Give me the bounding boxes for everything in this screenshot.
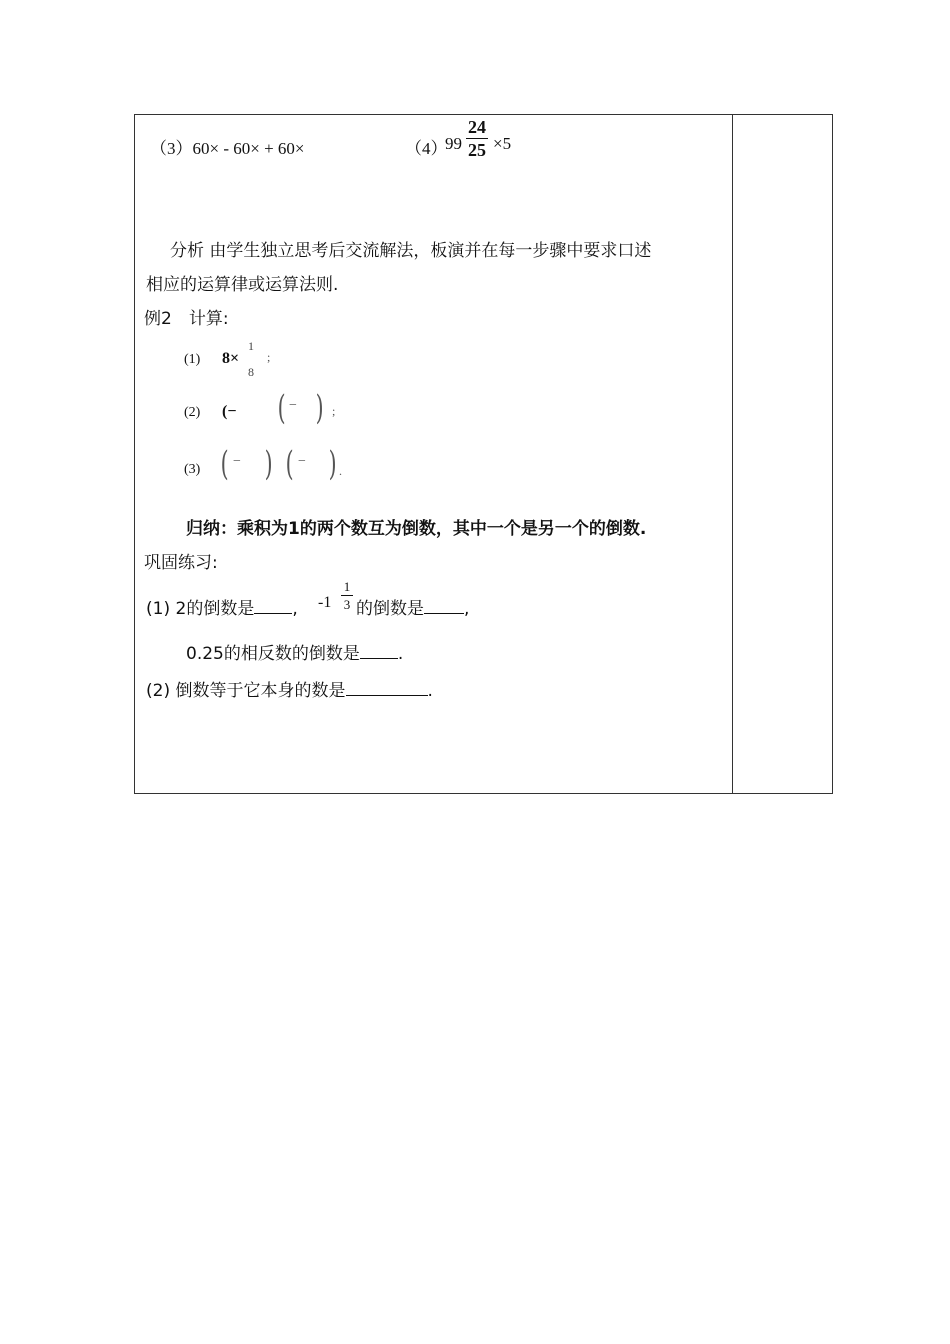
- summary-statement: 归纳：乘积为1的两个数互为倒数，其中一个是另一个的倒数.: [186, 519, 647, 539]
- practice-q1-part-b-line: [356, 594, 469, 619]
- practice-q2-text: 倒数等于它本身的数是: [175, 681, 346, 701]
- example-2-item-3-end: .: [339, 464, 342, 478]
- fraction-numerator: 24: [468, 117, 486, 137]
- example-2-item-2-label: (2): [184, 405, 201, 420]
- problem-4-whole: 99: [445, 134, 462, 153]
- practice-q1-part-b: 的倒数是: [356, 599, 424, 619]
- problem-3: [150, 134, 305, 159]
- fraction-denominator: 25: [468, 140, 486, 160]
- example-2-item-2-end: ;: [332, 404, 336, 418]
- practice-q2-label: (2): [146, 681, 171, 701]
- right-paren: ): [264, 444, 273, 484]
- problem-4-fraction: [466, 118, 488, 159]
- fraction-numerator: 1: [248, 339, 254, 353]
- fraction-numerator: 1: [343, 579, 351, 594]
- answer-blank[interactable]: [360, 644, 398, 659]
- example-2-item-1-label: (1): [184, 352, 201, 367]
- answer-blank[interactable]: [346, 681, 428, 696]
- problem-4-tail: ×5: [493, 134, 512, 153]
- practice-q1-sep: ,: [292, 599, 298, 619]
- practice-q1-neg-whole: -1: [318, 594, 332, 611]
- fraction-bar: [341, 595, 353, 596]
- fraction-denominator: 8: [248, 365, 254, 379]
- right-paren: ): [328, 444, 337, 484]
- example-2-item-3-inner-b: −: [298, 454, 306, 469]
- column-divider: [732, 115, 733, 793]
- practice-q1-line-1: [146, 594, 298, 619]
- example-2-item-1-fraction: [246, 340, 256, 378]
- practice-q1-end: ,: [464, 599, 470, 619]
- example-2-item-2-open: (−: [222, 403, 237, 420]
- practice-q2-end: .: [427, 681, 433, 701]
- practice-q1-line-2-text: 0.25的相反数的倒数是: [186, 644, 360, 664]
- problem-3-expr: 60× - 60× + 60×: [192, 139, 305, 158]
- analysis-line-1: 分析 由学生独立思考后交流解法，板演并在每一步骤中要求口述: [170, 241, 652, 261]
- fraction-bar: [466, 138, 488, 139]
- practice-heading: 巩固练习:: [144, 553, 218, 573]
- right-paren: ): [315, 388, 324, 428]
- example-2-item-2-inner: −: [289, 398, 297, 413]
- practice-q1-line-2-end: .: [397, 644, 404, 664]
- answer-blank[interactable]: [424, 599, 464, 614]
- left-paren: (: [285, 444, 294, 484]
- practice-q1-part-a: 2的倒数是: [175, 599, 255, 619]
- example-2-heading: 例2 计算:: [144, 309, 229, 329]
- problem-3-label: （3）: [150, 139, 193, 158]
- answer-blank[interactable]: [254, 599, 292, 614]
- fraction-denominator: 3: [343, 597, 351, 612]
- practice-q1-line-2: [186, 639, 403, 664]
- practice-q2: [146, 676, 433, 701]
- practice-q1-label: (1): [146, 599, 171, 619]
- left-paren: (: [277, 388, 286, 428]
- example-2-item-3-inner-a: −: [233, 454, 241, 469]
- example-2-item-1-end: ;: [267, 350, 271, 364]
- analysis-line-2: 相应的运算律或运算法则.: [146, 275, 339, 295]
- example-2-item-3-label: (3): [184, 462, 201, 477]
- example-2-item-1-expr: 8×: [222, 350, 240, 367]
- practice-q1-fraction: [341, 580, 353, 611]
- left-paren: (: [220, 444, 229, 484]
- problem-4-label: （4）: [405, 139, 448, 158]
